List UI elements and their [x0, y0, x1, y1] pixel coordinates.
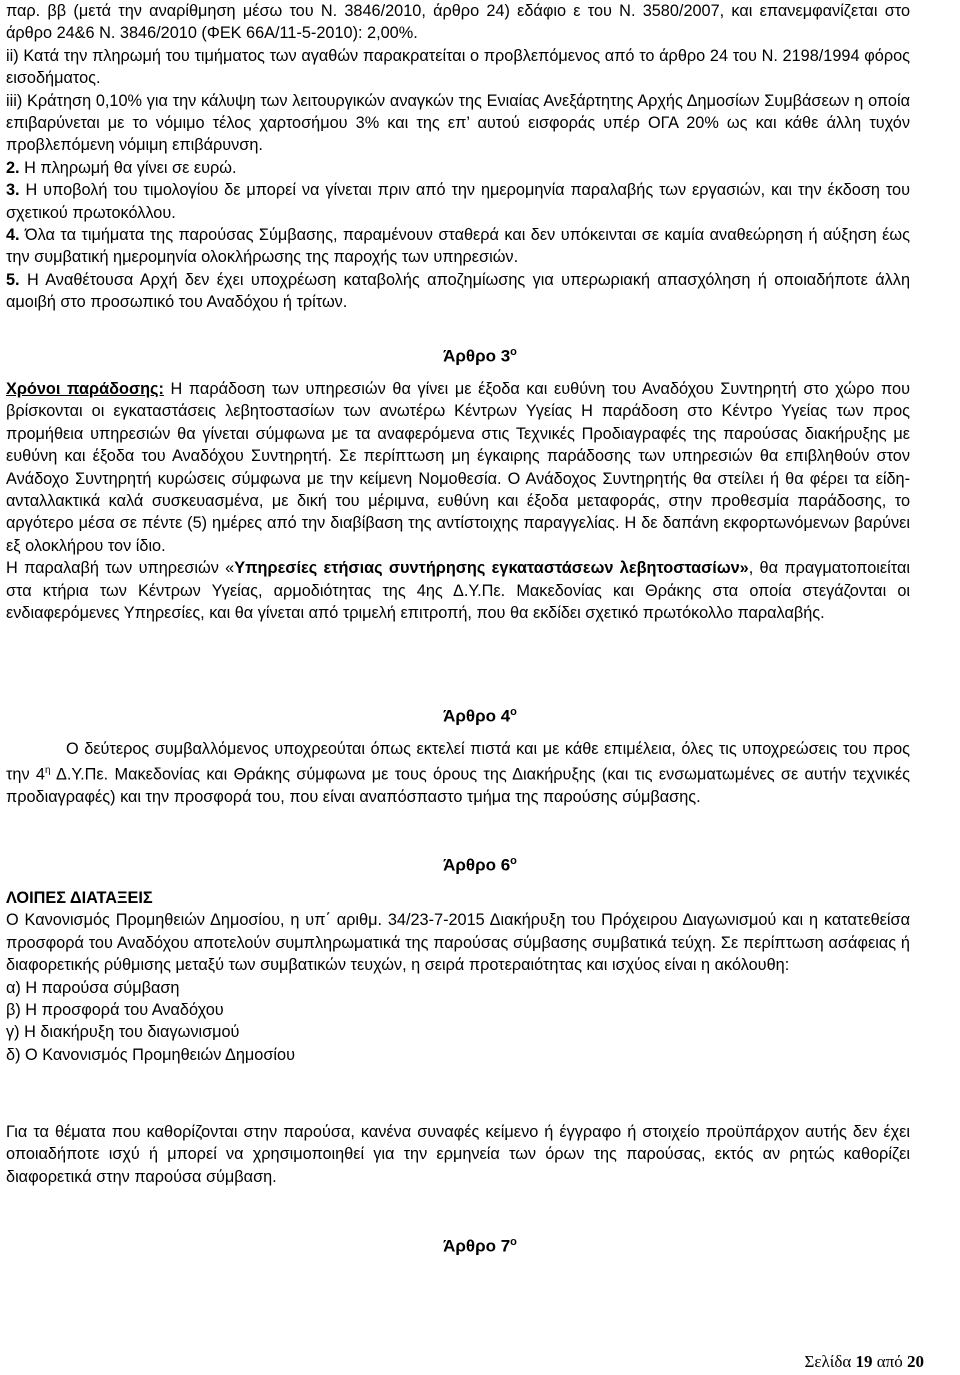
item-text: Η Αναθέτουσα Αρχή δεν έχει υποχρέωση καταβολής αποζημίωσης για υπερωριακή απασχόληση ή οποιαδήποτε άλλη αμοιβή στο προσωπικό του Αναδόχου ή τρίτων.: [6, 270, 910, 312]
item-number: 2.: [6, 158, 20, 177]
item-number: 4.: [6, 226, 20, 245]
page-footer: [804, 1352, 924, 1372]
service-name: Υπηρεσίες ετήσιας συντήρησης εγκαταστάσεων λεβητοστασίων»: [234, 559, 749, 578]
footer-label: Σελίδα: [804, 1352, 852, 1371]
list-item: δ) Ο Κανονισμός Προμηθειών Δημοσίου: [6, 1045, 295, 1064]
item-text: Η υποβολή του τιμολογίου δε μπορεί να γίνεται πριν από την ημερομηνία παραλαβής των εργασιών, και την έκδοση του σχετικού πρωτοκόλλου.: [6, 181, 910, 222]
list-item: β) Η προσφορά του Αναδόχου: [6, 1001, 224, 1020]
article-7-heading: Άρθρο $7^o$: [443, 1236, 517, 1256]
page-number: 19: [855, 1352, 873, 1371]
page-total: 20: [907, 1352, 924, 1371]
article-4-body: Ο δεύτερος συμβαλλόμενος υποχρεούται όπως εκτελεί πιστά και με κάθε επιμέλεια, όλες τις υποχρεώσεις του προς την $4^\eta$ Δ.Υ.Πε. Μακεδονίας και Θράκης σύμφωνα με τους όρους της Διακήρυξης (και τις ενσωματωμένες σε αυτήν τεχνικές προδιαγραφές) και την προσφορά του, που είναι αναπόσπαστο τμήμα της παρούσης σύμβασης.: [6, 740, 910, 807]
article-4-heading: Άρθρο $4^o$: [443, 706, 517, 726]
item-number: 5.: [6, 270, 20, 289]
list-item: γ) Η διακήρυξη του διαγωνισμού: [6, 1023, 240, 1042]
delivery-text: Η παράδοση των υπηρεσιών θα γίνει με έξοδα και ευθύνη του Αναδόχου Συντηρητή στο χώρο που βρίσκονται οι εγκαταστάσεις λεβητοστασίων των ανωτέρω Κέντρων Υγείας Η παράδοση στο Κέντρο Υγείας των προς προμήθεια υπηρεσιών θα γίνεται σύμφωνα με τα αναφερόμενα στις Τεχνικές Προδιαγραφές της παρούσας διακήρυξης με ευθύνη και έξοδα του Αναδόχου Συντηρητή. Σε περίπτωση μη έγκαιρης παράδοσης των υπηρεσιών θα επιβληθούν στον Ανάδοχο Συντηρητή κυρώσεις σύμφωνα με την κείμενη Νομοθεσία. Ο Ανάδοχος Συντηρητής θα στείλει ή θα φέρει τα είδη- ανταλλακτικά καλά συσκευασμένα, με δική του μέριμνα, ευθύνη και έξοδα μεταφοράς, στην προθεσμία παράδοσης, το αργότερο μέσα σε πέντε (5) ημέρες από την διαβίβαση της αντίστοιχης παραγγελίας. Η δε δαπάνη εκφορτωνόμενων βαρύνει εξ ολοκλήρου τον ίδιο.: [6, 380, 910, 555]
article-6-heading: Άρθρο $6^o$: [443, 855, 517, 875]
receipt-text-pre: Η παραλαβή των υπηρεσιών «: [6, 559, 235, 578]
receipt-text-post: , θα πραγματοποιείται στα κτήρια των Κέντρων Υγείας, αρμοδιότητας της 4ης Δ.Υ.Πε. Μακεδονίας και Θράκης στα οποία στεγάζονται οι ενδιαφερόμενες Υπηρεσίες, και θα γίνεται από τριμελή επιτροπή, που θα εκδίδει σχετικό πρωτόκολλο παραλαβής.: [6, 559, 911, 623]
article-6-text: Ο Κανονισμός Προμηθειών Δημοσίου, η υπ΄ αριθμ. 34/23-7-2015 Διακήρυξη του Πρόχειρου Διαγωνισμού και η κατατεθείσα προσφορά του Αναδόχου αποτελούν συμπληρωματικά της παρούσας σύμβασης συμβατικά τεύχη. Σε περίπτωση ασάφειας ή διαφορετικής ρύθμισης μεταξύ των συμβατικών τευχών, η σειρά προτεραιότητας και ισχύος είναι η ακόλουθη:: [6, 911, 910, 975]
article-6-body: [6, 887, 910, 1066]
article-4-text: Ο δεύτερος συμβαλλόμενος υποχρεούται όπως εκτελεί πιστά και με κάθε επιμέλεια, όλες τις υποχρεώσεις του προς την 4: [6, 740, 910, 784]
article-3-heading: Άρθρο $3^o$: [443, 346, 517, 366]
delivery-label: Χρόνοι παράδοσης:: [6, 380, 164, 398]
text-line: παρ. ββ (μετά την αναρίθμηση μέσω του Ν. 3846/2010, άρθρο 24) εδάφιο ε του Ν. 3580/2007, και επανεμφανίζεται στο άρθρο 24&6 Ν. 3846/2010 (ΦΕΚ 66Α/11-5-2010): 2,00%.: [6, 2, 910, 43]
text-item-iii: iii) Κράτηση 0,10% για την κάλυψη των λειτουργικών αναγκών της Ενιαίας Ανεξάρτητης Αρχής Δημοσίων Συμβάσεων η οποία επιβαρύνεται με το νόμιμο τέλος χαρτοσήμου 3% και της επ’ αυτού εισφοράς υπέρ ΟΓΑ 20% ως και κάθε άλλη τυχόν προβλεπόμενη νόμιμη επιβάρυνση.: [6, 91, 910, 155]
section-label: ΛΟΙΠΕΣ ΔΙΑΤΑΞΕΙΣ: [6, 889, 153, 907]
footer-sep: από: [876, 1352, 903, 1371]
item-text: Όλα τα τιμήματα της παρούσας Σύμβασης, παραμένουν σταθερά και δεν υπόκεινται σε καμία αναθεώρηση ή αύξηση έως την συμβατική ημερομηνία ολοκλήρωσης της παροχής των υπηρεσιών.: [6, 226, 910, 267]
text-item-ii: ii) Κατά την πληρωμή του τιμήματος των αγαθών παρακρατείται ο προβλεπόμενος από το άρθρο 24 του Ν. 2198/1994 φόρος εισοδήματος.: [6, 46, 910, 88]
article-6-closing: Για τα θέματα που καθορίζονται στην παρούσα, κανένα συναφές κείμενο ή έγγραφο ή στοιχείο προϋπάρχον αυτής δεν έχει οποιαδήποτε ισχύ ή μπορεί να χρησιμοποιηθεί για την ερμηνεία των όρων της παρούσας, εκτός αν ρητώς καθορίζει διαφορετικά στην παρούσα σύμβαση.: [6, 1123, 910, 1186]
item-number: 3.: [6, 181, 20, 200]
paragraph-withholding-continuation: [6, 0, 910, 314]
list-item: α) Η παρούσα σύμβαση: [6, 978, 180, 997]
article-3-body: [6, 378, 910, 624]
item-text: Η πληρωμή θα γίνει σε ευρώ.: [19, 158, 237, 177]
